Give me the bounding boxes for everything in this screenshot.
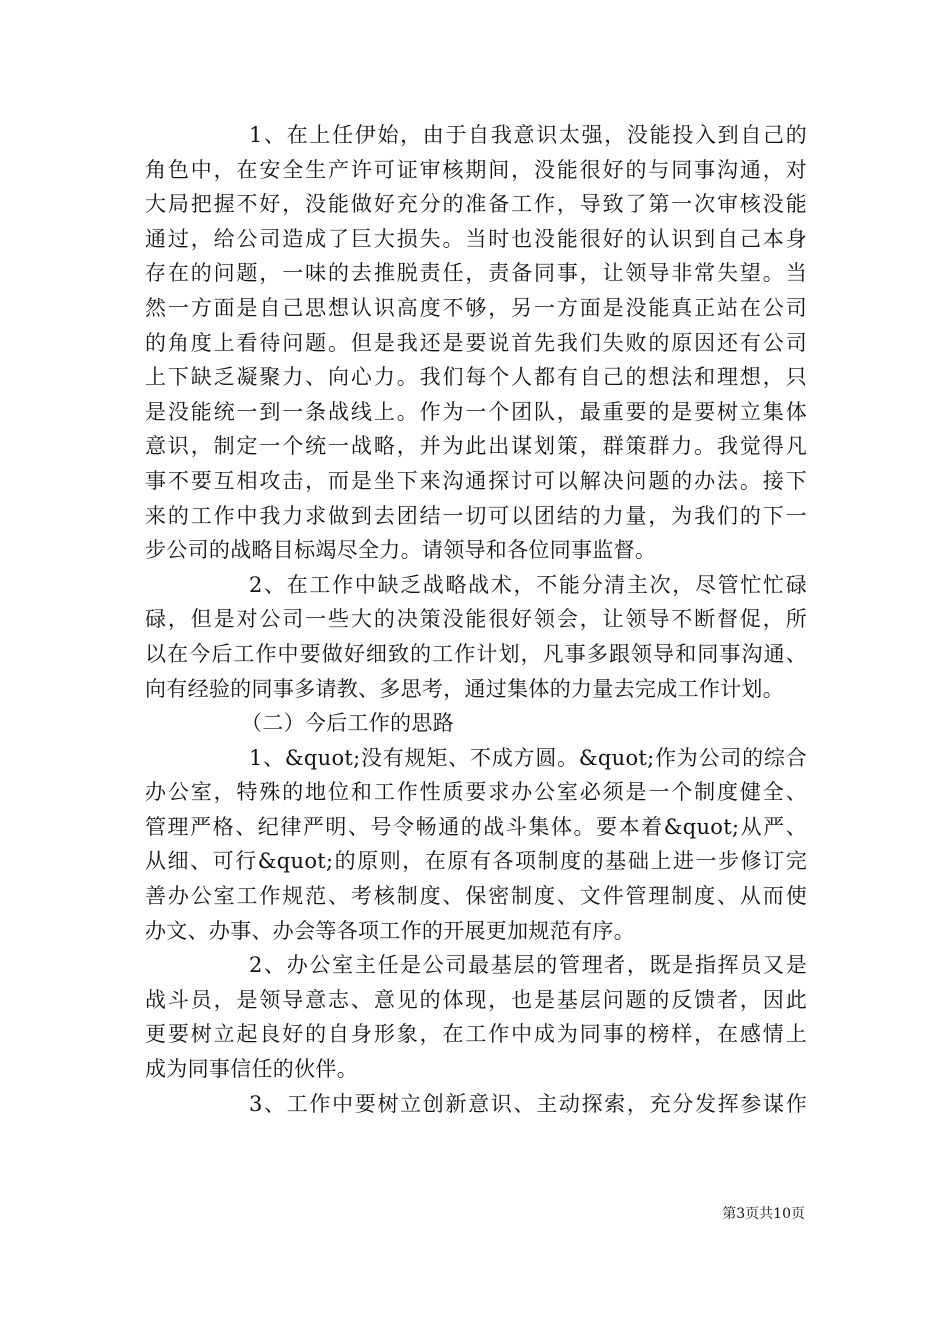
paragraph-line: 以在今后工作中要做好细致的工作计划，凡事多跟领导和同事沟通、 xyxy=(145,641,807,666)
paragraph-line: 更要树立起良好的自身形象，在工作中成为同事的榜样，在感情上 xyxy=(145,1022,807,1047)
paragraph-line: 碌，但是对公司一些大的决策没能很好领会，让领导不断督促，所 xyxy=(145,607,807,632)
paragraph-line: 的角度上看待问题。但是我还是要说首先我们失败的原因还有公司 xyxy=(145,330,807,355)
paragraph-line: 善办公室工作规范、考核制度、保密制度、文件管理制度、从而使 xyxy=(145,884,807,909)
paragraph-line: 办公室，特殊的地位和工作性质要求办公室必须是一个制度健全、 xyxy=(145,780,807,805)
paragraph-line: 事不要互相攻击，而是坐下来沟通探讨可以解决问题的办法。接下 xyxy=(145,468,807,493)
paragraph-line: 2、在工作中缺乏战略战术，不能分清主次，尽管忙忙碌 xyxy=(249,572,807,597)
document-body xyxy=(145,118,807,1121)
paragraph-line: 通过，给公司造成了巨大损失。当时也没能很好的认识到自己本身 xyxy=(145,226,807,251)
paragraph-line: 成为同事信任的伙伴。 xyxy=(145,1057,358,1082)
paragraph-line: 然一方面是自己思想认识高度不够，另一方面是没能真正站在公司 xyxy=(145,295,807,320)
paragraph-line: 从细、可行&quot;的原则，在原有各项制度的基础上进一步修订完 xyxy=(145,849,807,874)
paragraph-line: 角色中，在安全生产许可证审核期间，没能很好的与同事沟通，对 xyxy=(145,157,807,182)
paragraph-line: 上下缺乏凝聚力、向心力。我们每个人都有自己的想法和理想，只 xyxy=(145,365,807,390)
paragraph-line: 3、工作中要树立创新意识、主动探索，充分发挥参谋作 xyxy=(249,1091,807,1116)
paragraph-line: 向有经验的同事多请教、多思考，通过集体的力量去完成工作计划。 xyxy=(145,676,784,701)
paragraph-line: 2、办公室主任是公司最基层的管理者，既是指挥员又是 xyxy=(249,953,807,978)
paragraph-line: 1、在上任伊始，由于自我意识太强，没能投入到自己的 xyxy=(249,123,807,147)
page-number: 第3页共10页 xyxy=(722,1206,805,1222)
paragraph-line: 来的工作中我力求做到去团结一切可以团结的力量，为我们的下一 xyxy=(145,503,807,528)
paragraph-line: 战斗员，是领导意志、意见的体现，也是基层问题的反馈者，因此 xyxy=(145,987,807,1012)
paragraph-line: 是没能统一到一条战线上。作为一个团队，最重要的是要树立集体 xyxy=(145,399,807,424)
paragraph-line: 大局把握不好，没能做好充分的准备工作，导致了第一次审核没能 xyxy=(145,192,807,217)
paragraph-line: 管理严格、纪律严明、号令畅通的战斗集体。要本着&quot;从严、 xyxy=(145,814,807,839)
paragraph-line: 办文、办事、办会等各项工作的开展更加规范有序。 xyxy=(145,918,635,943)
paragraph-line: 存在的问题，一味的去推脱责任，责备同事，让领导非常失望。当 xyxy=(145,261,807,286)
paragraph-line: 步公司的战略目标竭尽全力。请领导和各位同事监督。 xyxy=(145,538,657,563)
section-heading: （二）今后工作的思路 xyxy=(241,711,454,736)
paragraph-line: 意识，制定一个统一战略，并为此出谋划策，群策群力。我觉得凡 xyxy=(145,434,807,459)
paragraph-line: 1、&quot;没有规矩、不成方圆。&quot;作为公司的综合 xyxy=(249,745,807,770)
